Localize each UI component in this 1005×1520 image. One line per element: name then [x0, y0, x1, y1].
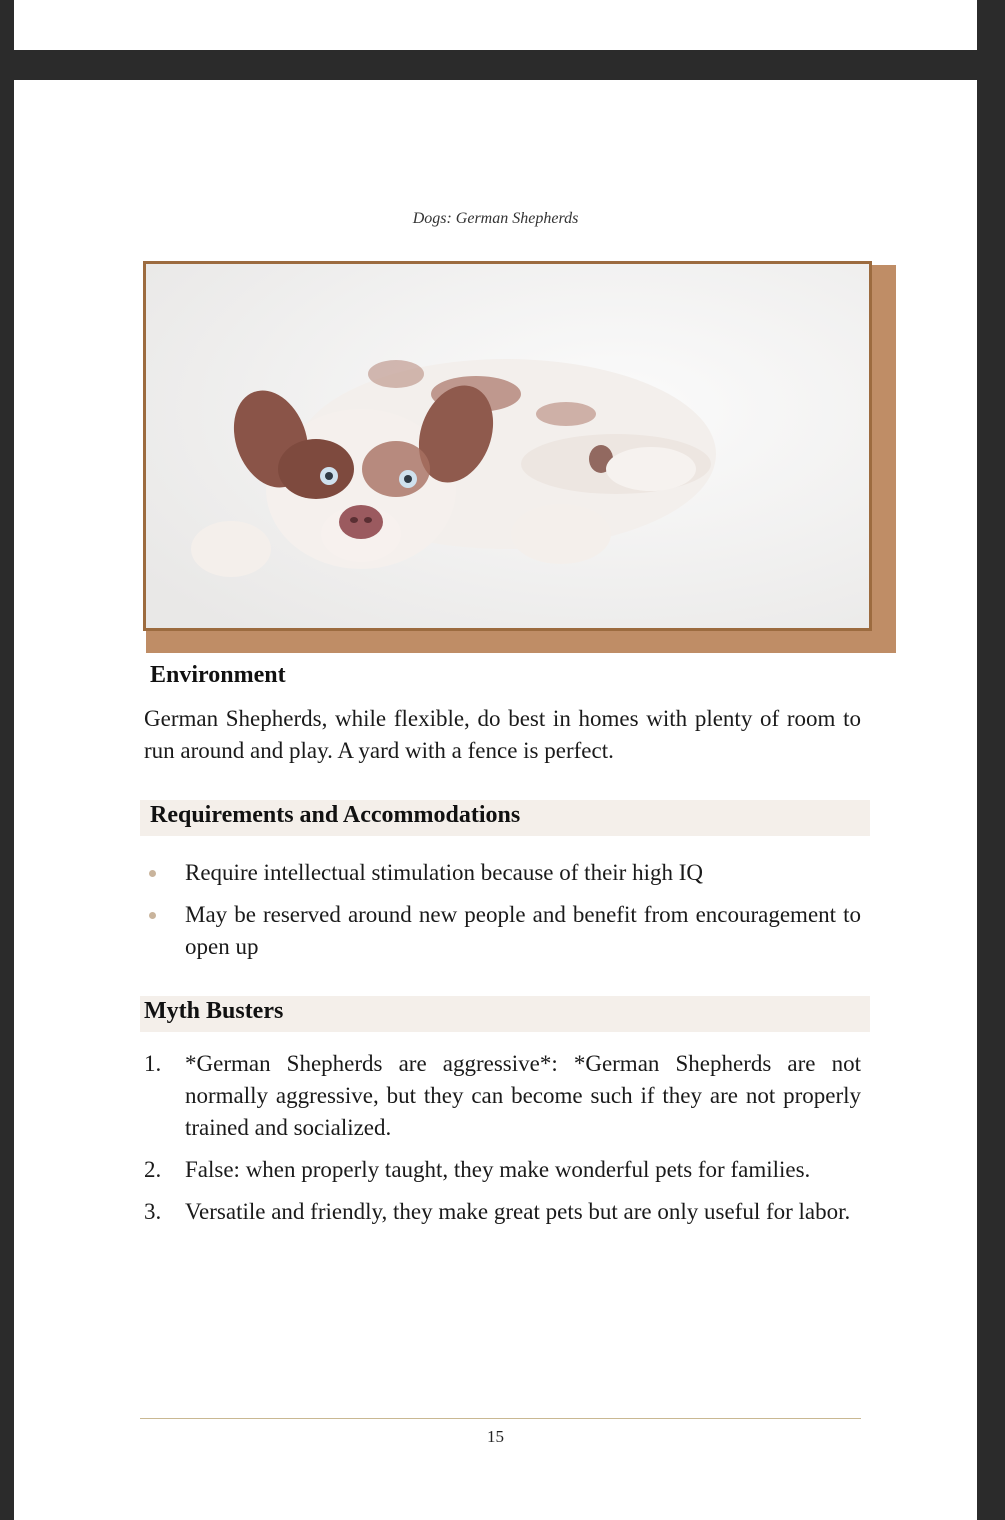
page-number: 15: [487, 1427, 504, 1446]
environment-paragraph: German Shepherds, while flexible, do best in homes with plenty of room to run around and play. A yard with a fence is perfect.: [144, 706, 861, 763]
requirements-heading: Requirements and Accommodations: [150, 802, 521, 828]
dog-photo: [143, 261, 872, 631]
list-item: [144, 857, 861, 889]
list-item-text: Require intellectual stimulation because of their high IQ: [185, 860, 703, 885]
list-item-text: *German Shepherds are aggressive*: *German Shepherds are not normally aggressive, but they can become such if they are not properly trained and socialized.: [185, 1051, 861, 1140]
previous-page-edge: [14, 0, 977, 50]
requirements-list: [144, 857, 861, 973]
myth-busters-heading: Myth Busters: [144, 998, 284, 1024]
list-item: [144, 1196, 861, 1228]
list-item-text: False: when properly taught, they make wonderful pets for families.: [185, 1157, 811, 1182]
running-header: Dogs: German Shepherds: [412, 210, 579, 227]
list-item: [144, 899, 861, 963]
myth-busters-list: [144, 1048, 861, 1238]
list-item-number: 2.: [144, 1157, 162, 1182]
document-page: [14, 80, 977, 1520]
list-item-text: May be reserved around new people and benefit from encouragement to open up: [185, 902, 861, 959]
bullet-icon: [149, 912, 156, 919]
list-item-number: 3.: [144, 1199, 162, 1224]
environment-heading: Environment: [150, 662, 286, 688]
list-item-text: Versatile and friendly, they make great pets but are only useful for labor.: [185, 1199, 851, 1224]
puppy-illustration: [146, 264, 869, 628]
bullet-icon: [149, 870, 156, 877]
list-item: [144, 1154, 861, 1186]
list-item-number: 1.: [144, 1051, 162, 1076]
list-item: [144, 1048, 861, 1144]
footer-divider: [140, 1418, 861, 1419]
